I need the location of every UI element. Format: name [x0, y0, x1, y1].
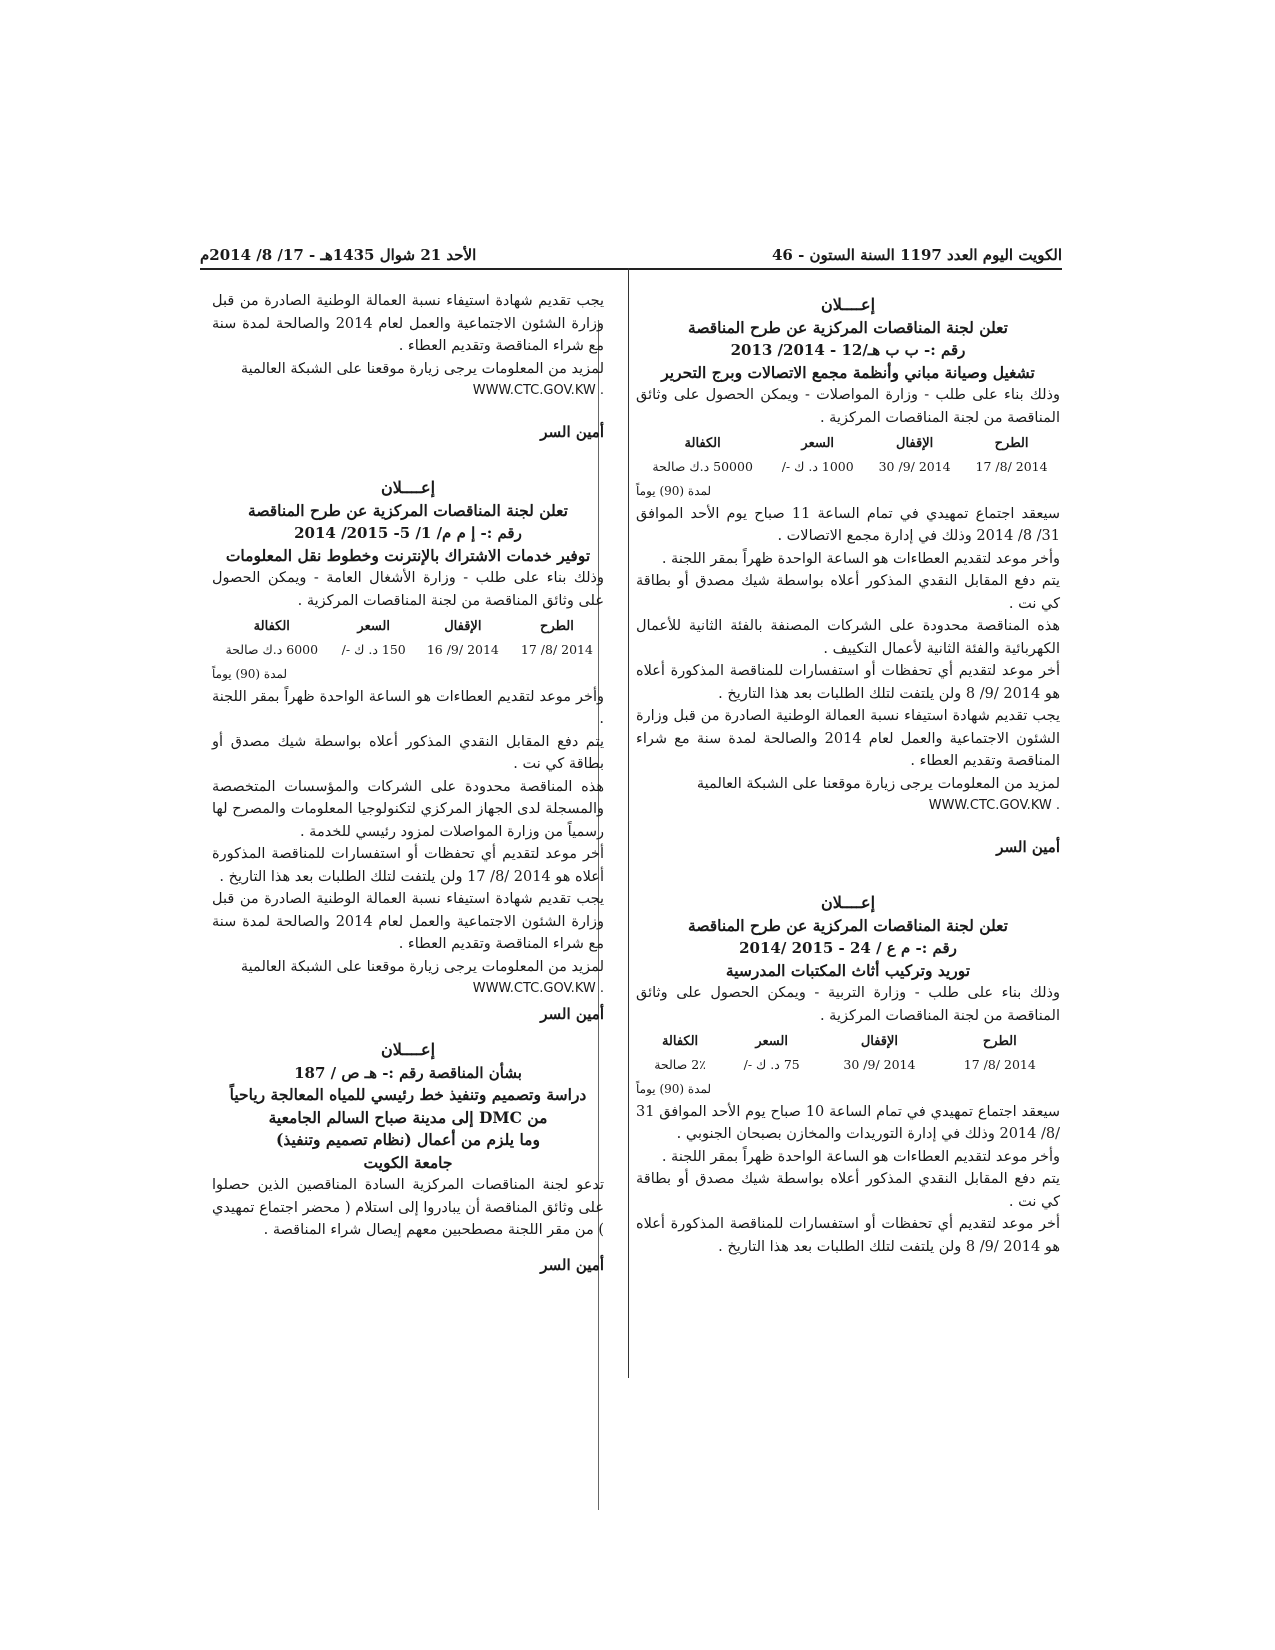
terms-value-cell: 2014 /9/ 30 — [878, 458, 951, 474]
submission-deadline: وأخر موعد لتقديم العطاءات هو الساعة الواحدة ظهراً بمقر اللجنة . — [212, 688, 604, 727]
tender-intro: وذلك بناء على طلب - وزارة المواصلات - ويمكن الحصول على وثائق المناقصة من لجنة المناقصات المركزية . — [636, 387, 1060, 426]
announcement-title: تعلن لجنة المناقصات المركزية عن طرح المناقصة — [688, 915, 1008, 935]
payment-note: يتم دفع المقابل النقدي المذكور أعلاه بواسطة شيك مصدق أو بطاقة كي نت . — [636, 573, 1060, 612]
tender-number: رقم :- إ م م/ 1/ 5- 2015/ 2014 — [294, 524, 522, 542]
tender-subject: توريد وتركيب أثاث المكتبات المدرسية — [725, 960, 971, 980]
tender-body: تدعو لجنة المناقصات المركزية السادة المناقصين الذين حصلوا على وثائق المناقصة أن يبادروا إلى استلام ( محضر اجتماع تمهيدي ) من مقر اللجنة مصطحبين معهم إيصال شراء المناقصة . — [212, 1177, 604, 1238]
terms-value-cell: 2014 /9/ 16 — [426, 641, 499, 657]
tender-terms-table — [636, 433, 1060, 478]
announcement-continuation — [212, 290, 604, 443]
terms-header-cell: السعر — [357, 619, 391, 634]
secretary-signature: أمين السر — [540, 1255, 604, 1274]
header-issue-info: الكويت اليوم العدد 1197 السنة الستون - 46 — [771, 246, 1062, 264]
tender-subject-line: وما يلزم من أعمال (نظام تصميم وتنفيذ) — [276, 1130, 540, 1149]
website-url: WWW.CTC.GOV.KW . — [928, 798, 1060, 813]
terms-header-row — [212, 616, 604, 639]
tender-subject-line: من DMC إلى مدينة صباح السالم الجامعية — [268, 1107, 548, 1127]
header-date: الأحد 21 شوال 1435هـ - 17/ 8/ 2014م — [200, 246, 477, 264]
website-url: WWW.CTC.GOV.KW . — [472, 981, 604, 996]
terms-header-cell: الطرح — [540, 619, 574, 634]
secretary-signature: أمين السر — [996, 837, 1060, 856]
announcement-4 — [212, 1039, 604, 1276]
terms-header-cell: الكفالة — [253, 619, 290, 634]
terms-header-cell: السعر — [801, 436, 835, 451]
terms-value-cell: 2014 /8/ 17 — [963, 1056, 1036, 1072]
website-note: لمزيد من المعلومات يرجى زيارة موقعنا على الشبكة العالمية — [240, 360, 604, 377]
terms-value-cell: 2٪ صالحة — [654, 1056, 706, 1072]
terms-value-cell: 150 د. ك -/ — [341, 641, 406, 657]
terms-header-cell: السعر — [755, 1034, 788, 1049]
payment-note: يتم دفع المقابل النقدي المذكور أعلاه بواسطة شيك مصدق أو بطاقة كي نت . — [212, 733, 604, 772]
tender-terms-table — [636, 1031, 1060, 1076]
inquiries-deadline: أخر موعد لتقديم أي تحفظات أو استفسارات للمناقصة المذكورة أعلاه هو 2014 /9/ 8 ولن يلتفت لتلك الطلبات بعد هذا التاريخ . — [636, 1216, 1060, 1255]
preliminary-meeting: سيعقد اجتماع تمهيدي في تمام الساعة 10 صباح يوم الأحد الموافق 31 /8/ 2014 وذلك في إدارة التوريدات والمخازن بصبحان الجنوبي . — [636, 1103, 1061, 1142]
tender-number: رقم :- ب ب هـ/12 - 2014/ 2013 — [730, 341, 966, 359]
submission-deadline: وأخر موعد لتقديم العطاءات هو الساعة الواحدة ظهراً بمقر اللجنة . — [661, 550, 1060, 567]
terms-value-row — [636, 1054, 1060, 1077]
tender-subject: توفير خدمات الاشتراك بالإنترنت وخطوط نقل المعلومات — [225, 545, 591, 565]
payment-note: يتم دفع المقابل النقدي المذكور أعلاه بواسطة شيك مصدق أو بطاقة كي نت . — [636, 1171, 1060, 1210]
terms-header-cell: الكفالة — [684, 436, 721, 451]
tender-entity: جامعة الكويت — [363, 1152, 453, 1172]
terms-value-row — [636, 456, 1060, 479]
announcement-1 — [636, 294, 1060, 858]
tender-number: بشأن المناقصة رقم :- هـ ص / 187 — [294, 1063, 522, 1082]
guarantee-duration: لمدة (90) يوماً — [212, 667, 288, 681]
tender-number: رقم :- م ع / 24 - 2015 /2014 — [739, 939, 957, 957]
terms-header-cell: الإقفال — [860, 1034, 899, 1049]
header-divider — [200, 268, 1062, 270]
left-column — [212, 290, 604, 1310]
guarantee-duration: لمدة (90) يوماً — [636, 484, 712, 498]
labor-certificate-note: يجب تقديم شهادة استيفاء نسبة العمالة الوطنية الصادرة من قبل وزارة الشئون الاجتماعية والعمل لعام 2014 والصالحة لمدة سنة مع شراء المناقصة وتقديم العطاء . — [212, 293, 604, 354]
announcement-heading: إعــــلان — [820, 295, 876, 314]
labor-certificate-note: يجب تقديم شهادة استيفاء نسبة العمالة الوطنية الصادرة من قبل وزارة الشئون الاجتماعية والعمل لعام 2014 والصالحة لمدة سنة مع شراء المناقصة وتقديم العطاء . — [212, 891, 604, 952]
labor-certificate-note: يجب تقديم شهادة استيفاء نسبة العمالة الوطنية الصادرة من قبل وزارة الشئون الاجتماعية والعمل لعام 2014 والصالحة لمدة سنة مع شراء المناقصة وتقديم العطاء . — [636, 708, 1060, 769]
announcement-3 — [212, 477, 604, 1025]
right-column — [636, 290, 1060, 1264]
website-note: لمزيد من المعلومات يرجى زيارة موقعنا على الشبكة العالمية — [696, 775, 1060, 792]
secretary-signature: أمين السر — [540, 422, 604, 441]
eligibility-note: هذه المناقصة محدودة على الشركات والمؤسسات المتخصصة والمسجلة لدى الجهاز المركزي لتكنولوجيا المعلومات والمصرح لها رسمياً من وزارة المواصلات لمزود رئيسي للخدمة . — [212, 778, 604, 840]
announcement-heading: إعــــلان — [820, 893, 876, 912]
guarantee-duration: لمدة (90) يوماً — [636, 1082, 712, 1096]
announcement-title: تعلن لجنة المناقصات المركزية عن طرح المناقصة — [248, 500, 568, 520]
terms-header-row — [636, 1031, 1060, 1054]
terms-value-cell: 2014 /8/ 17 — [520, 641, 593, 657]
secretary-signature: أمين السر — [540, 1004, 604, 1023]
terms-header-cell: الإقفال — [896, 436, 934, 451]
submission-deadline: وأخر موعد لتقديم العطاءات هو الساعة الواحدة ظهراً بمقر اللجنة . — [661, 1148, 1060, 1165]
inquiries-deadline: أخر موعد لتقديم أي تحفظات أو استفسارات للمناقصة المذكورة أعلاه هو 2014 /9/ 8 ولن يلتفت لتلك الطلبات بعد هذا التاريخ . — [636, 663, 1060, 702]
terms-value-cell: 75 د. ك -/ — [743, 1056, 800, 1072]
tender-intro: وذلك بناء على طلب - وزارة الأشغال العامة - ويمكن الحصول على وثائق المناقصة من لجنة المناقصات المركزية . — [212, 570, 604, 609]
terms-header-row — [636, 433, 1060, 456]
tender-subject: تشغيل وصيانة مباني وأنظمة مجمع الاتصالات وبرج التحرير — [661, 362, 1035, 382]
inquiries-deadline: أخر موعد لتقديم أي تحفظات أو استفسارات للمناقصة المذكورة أعلاه هو 2014 /8/ 17 ولن يلتفت لتلك الطلبات بعد هذا التاريخ . — [212, 846, 604, 885]
terms-value-cell: 1000 د. ك -/ — [781, 458, 854, 474]
terms-value-cell: 50000 د.ك صالحة — [652, 458, 753, 474]
terms-header-cell: الطرح — [982, 1034, 1017, 1049]
preliminary-meeting: سيعقد اجتماع تمهيدي في تمام الساعة 11 صباح يوم الأحد الموافق 31/ 8/ 2014 وذلك في إدارة مجمع الاتصالات . — [636, 505, 1061, 544]
terms-header-cell: الطرح — [994, 436, 1029, 451]
announcement-heading: إعــــلان — [380, 478, 436, 497]
announcement-heading: إعــــلان — [380, 1040, 436, 1059]
terms-header-cell: الإقفال — [444, 619, 482, 634]
column-divider — [628, 268, 629, 1378]
page-header — [200, 246, 1062, 270]
terms-value-cell: 6000 د.ك صالحة — [225, 641, 319, 657]
website-url: WWW.CTC.GOV.KW . — [472, 383, 604, 398]
terms-value-cell: 2014 /9/ 30 — [843, 1056, 916, 1072]
website-note: لمزيد من المعلومات يرجى زيارة موقعنا على الشبكة العالمية — [240, 958, 604, 975]
tender-terms-table — [212, 616, 604, 661]
tender-subject-line: دراسة وتصميم وتنفيذ خط رئيسي للمياه المعالجة رياحياً — [229, 1085, 587, 1104]
terms-header-cell: الكفالة — [661, 1034, 699, 1049]
tender-intro: وذلك بناء على طلب - وزارة التربية - ويمكن الحصول على وثائق المناقصة من لجنة المناقصات المركزية . — [636, 985, 1060, 1024]
announcement-2 — [636, 892, 1060, 1258]
eligibility-note: هذه المناقصة محدودة على الشركات المصنفة بالفئة الثانية للأعمال الكهربائية والفئة الثانية لأعمال التكييف . — [636, 618, 1060, 657]
terms-value-row — [212, 639, 604, 662]
announcement-title: تعلن لجنة المناقصات المركزية عن طرح المناقصة — [688, 317, 1008, 337]
terms-value-cell: 2014 /8/ 17 — [975, 458, 1048, 474]
